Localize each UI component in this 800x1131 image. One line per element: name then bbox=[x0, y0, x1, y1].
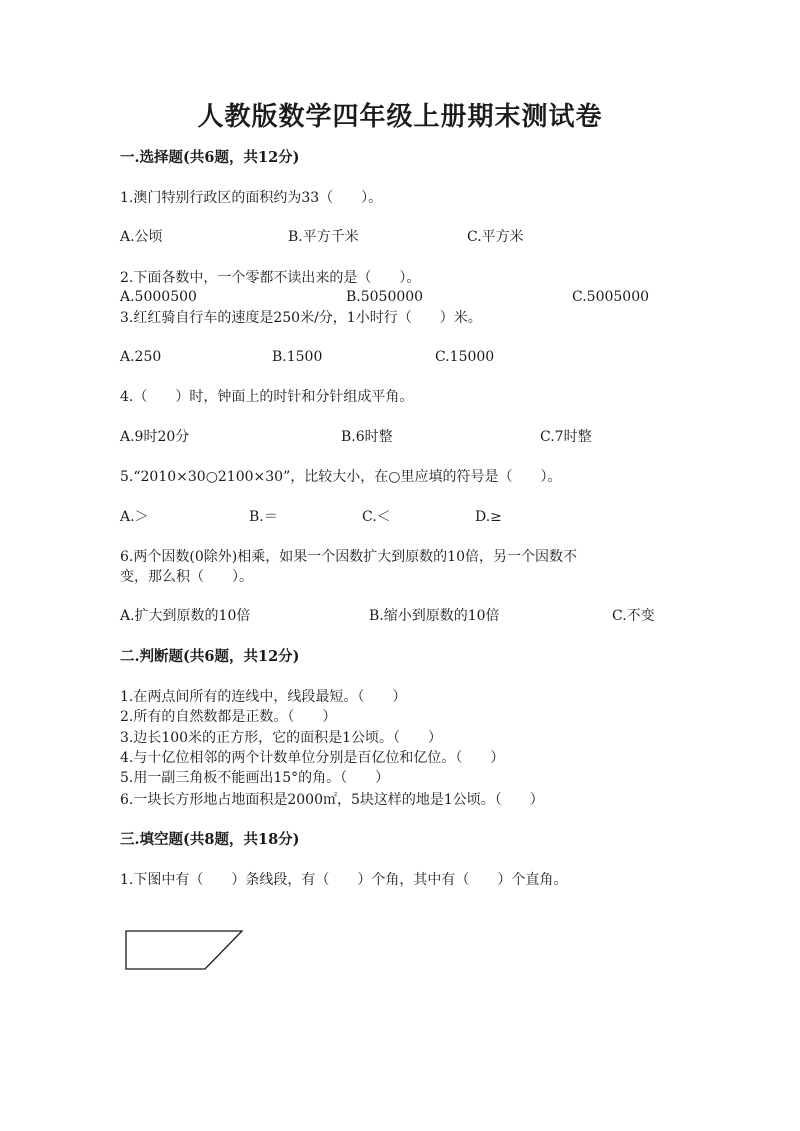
fill-item: 1.下图中有（ ）条线段，有（ ）个角，其中有（ ）个直角。 bbox=[120, 872, 568, 888]
option: B.5050000 bbox=[346, 289, 424, 305]
question-text-continued: 变，那么积（ ）。 bbox=[120, 569, 253, 585]
option: C.7时整 bbox=[540, 429, 592, 445]
page-title: 人教版数学四年级上册期末测试卷 bbox=[197, 102, 603, 132]
option: C.15000 bbox=[435, 349, 495, 365]
option: B.缩小到原数的10倍 bbox=[369, 608, 500, 624]
option: D.≥ bbox=[475, 509, 502, 525]
option: A.5000500 bbox=[120, 289, 197, 305]
question-text: 4.（ ）时，钟面上的时针和分针组成平角。 bbox=[120, 389, 414, 405]
question-text: 5.“2010×30○2100×30”，比较大小，在○里应填的符号是（ ）。 bbox=[120, 469, 562, 485]
judgment-item: 1.在两点间所有的连线中，线段最短。（ ） bbox=[120, 689, 407, 705]
option: C.＜ bbox=[362, 509, 391, 525]
option: A.公顷 bbox=[120, 229, 163, 245]
option: A.＞ bbox=[120, 509, 149, 525]
option: C.5005000 bbox=[572, 289, 650, 305]
option: C.不变 bbox=[612, 608, 655, 624]
judgment-item: 2.所有的自然数都是正数。（ ） bbox=[120, 709, 337, 725]
judgment-item: 3.边长100米的正方形，它的面积是1公顷。（ ） bbox=[120, 730, 442, 746]
judgment-item: 4.与十亿位相邻的两个计数单位分别是百亿位和亿位。（ ） bbox=[120, 750, 505, 766]
question-text: 2.下面各数中，一个零都不读出来的是（ ）。 bbox=[120, 270, 421, 286]
option: B.6时整 bbox=[341, 429, 393, 445]
trapezoid-figure bbox=[120, 925, 250, 975]
section-heading-fill: 三.填空题(共8题，共18分) bbox=[120, 831, 300, 848]
option: B.平方千米 bbox=[288, 229, 359, 245]
judgment-item: 5.用一副三角板不能画出15°的角。（ ） bbox=[120, 770, 390, 786]
option: B.＝ bbox=[249, 509, 278, 525]
option: C.平方米 bbox=[467, 229, 524, 245]
section-heading-choice: 一.选择题(共6题，共12分) bbox=[120, 149, 300, 166]
judgment-item: 6.一块长方形地占地面积是2000㎡，5块这样的地是1公顷。（ ） bbox=[120, 792, 544, 808]
option: A.扩大到原数的10倍 bbox=[120, 608, 251, 624]
question-text: 6.两个因数(0除外)相乘，如果一个因数扩大到原数的10倍，另一个因数不 bbox=[120, 549, 578, 565]
question-text: 3.红红骑自行车的速度是250米/分，1小时行（ ）米。 bbox=[120, 310, 482, 326]
question-text: 1.澳门特别行政区的面积约为33（ ）。 bbox=[120, 190, 383, 206]
trapezoid-shape bbox=[126, 931, 242, 969]
option: A.9时20分 bbox=[120, 429, 190, 445]
option: A.250 bbox=[120, 349, 162, 365]
section-heading-judgment: 二.判断题(共6题，共12分) bbox=[120, 648, 300, 665]
option: B.1500 bbox=[272, 349, 323, 365]
